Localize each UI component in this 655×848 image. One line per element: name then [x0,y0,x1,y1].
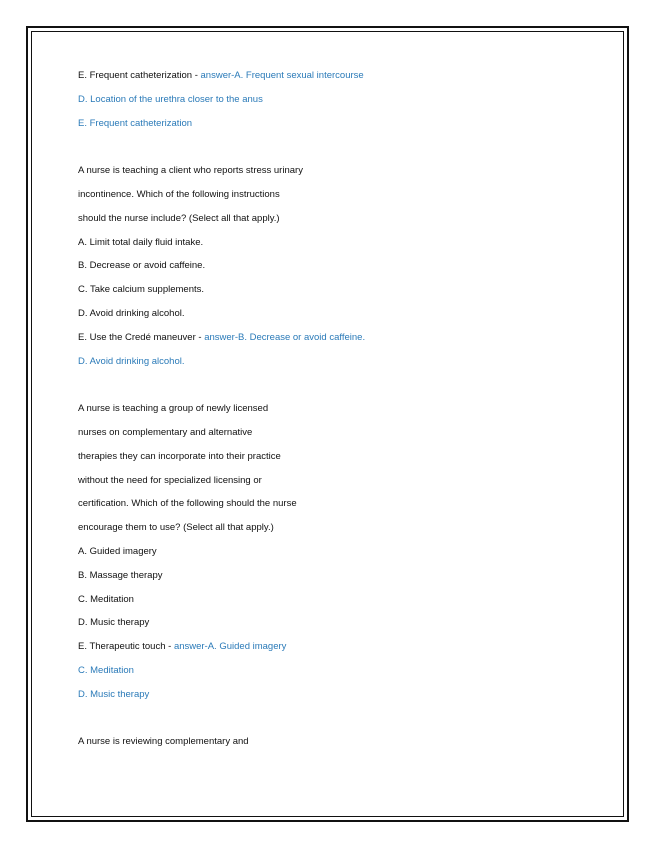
text-span: E. Frequent catheterization - [78,70,201,81]
text-line [78,665,598,677]
text-line [78,284,598,296]
text-span: certification. Which of the following should the nurse [78,498,297,510]
answer-span: D. Music therapy [78,688,150,700]
text-span: therapies they can incorporate into their practice [78,450,281,462]
text-line [78,594,598,606]
text-line [78,70,598,82]
text-span: A nurse is teaching a client who reports stress urinary [78,165,303,177]
text-line [78,118,598,130]
text-span: should the nurse include? (Select all that apply.) [78,212,280,224]
text-line [78,617,598,629]
text-span: A. Limit total daily fluid intake. [78,236,204,248]
paragraph-gap [78,713,598,737]
text-line [78,189,598,201]
text-line [78,332,598,344]
answer-span: C. Meditation [78,664,134,676]
text-line [78,308,598,320]
text-span: E. Use the Credé maneuver - [78,331,205,343]
question-block-stress-incontinence [78,165,598,367]
paragraph-gap [78,379,598,403]
text-span: B. Massage therapy [78,569,163,581]
text-line [78,237,598,249]
answer-span: answer-A. Frequent sexual intercourse [200,70,364,81]
text-line [78,689,598,701]
text-line [78,522,598,534]
text-line [78,546,598,558]
text-line [78,427,598,439]
text-span: B. Decrease or avoid caffeine. [78,260,206,272]
text-span: D. Avoid drinking alcohol. [78,307,185,319]
answer-span: answer-A. Guided imagery [173,641,287,653]
paragraph-gap [78,141,598,165]
text-line [78,498,598,510]
text-span: incontinence. Which of the following instructions [78,188,280,200]
text-line [78,356,598,368]
text-span: E. Therapeutic touch - [78,641,174,653]
question-block-partial [78,736,598,748]
text-line [78,736,598,748]
answer-continuation-block [78,70,598,130]
text-span: C. Meditation [78,593,134,605]
question-block-cam-therapies [78,403,598,701]
text-span: encourage them to use? (Select all that apply.) [78,522,274,534]
text-line [78,165,598,177]
text-line [78,475,598,487]
text-line [78,94,598,106]
text-span: nurses on complementary and alternative [78,426,253,438]
document-content [78,70,598,760]
answer-span: E. Frequent catheterization [78,117,193,129]
text-span: C. Take calcium supplements. [78,284,205,296]
text-line [78,570,598,582]
text-span: A nurse is reviewing complementary and [78,736,249,748]
text-line [78,260,598,272]
text-line [78,403,598,415]
text-span: A. Guided imagery [78,545,157,557]
text-line [78,451,598,463]
text-span: D. Music therapy [78,617,150,629]
answer-span: D. Location of the urethra closer to the anus [78,93,263,105]
text-line [78,641,598,653]
text-span: A nurse is teaching a group of newly licensed [78,403,269,415]
text-span: without the need for specialized licensing or [78,474,262,486]
answer-span: D. Avoid drinking alcohol. [78,355,185,367]
text-line [78,213,598,225]
answer-span: answer-B. Decrease or avoid caffeine. [204,331,366,343]
